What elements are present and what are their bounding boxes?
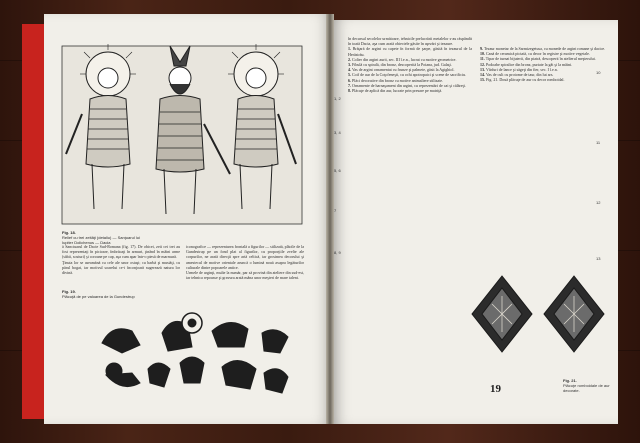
list-item-number: 7. — [348, 82, 351, 88]
list-item-text: Fibulă cu spirală, din bronz, descoperită la Poiana, jud. Galaţi. — [352, 62, 452, 68]
list-item-text: Colier din argint aurit, sec. III î.e.n., lucrat cu motive geometrice. — [352, 56, 457, 62]
list-item-number: 10. — [480, 51, 485, 57]
caption-right-text: Plăcuţe romboidale de aur decorate. — [563, 383, 610, 393]
margin-ref: 8, 9 — [334, 250, 341, 255]
list-item-text: Fig. 21. Două plăcuţe de aur cu decor romboidal. — [486, 77, 565, 83]
list-item-number: 13. — [480, 66, 485, 72]
left-col2-paragraph: Urmele de arginţi, multe la număr, par să provină din ateliere din sud-est, iar tehnica repousse şi gravura arată mâna unor meşteri de mare talent. — [186, 270, 304, 281]
list-item-text: Tipar de turnat bijuterii, din piatră, descoperit în atelierul meşterului. — [485, 56, 596, 62]
list-item-text: Brăţară de argint cu capete în formă de şarpe, găsită în tezaurul de la Herăstrău. — [348, 46, 472, 57]
list-item-text: Coif de aur de la Coţofeneşti, cu ochi apotropaici şi scene de sacrificiu. — [352, 72, 466, 78]
list-item-text: Podoabe spiralice din bronz, purtate la gât şi la mâini. — [486, 61, 573, 67]
caption-top-text: Relief cu trei zeităţi (detaliu) — Sanţuarul lui Iupiter Dolichenus — Dacia — [62, 235, 140, 245]
list-item-text: Vas de cult cu protome de taur, din lut ars. — [485, 72, 554, 78]
margin-ref: 12 — [596, 200, 601, 205]
list-item-number: 9. — [480, 46, 483, 51]
left-col1-paragraph: ă Sanctuarul de Dacie Sud-Romana (fig. 17). De obicei, zeii cei trei au fost reprezentaţi în picioare, îmbrăcaţi în armuri, ţinând în mâini arme (săbii, scuturi) şi coroane pe cap, aşa cum apar într-o piesă de marmură. — [62, 244, 180, 260]
list-item-text: Plăci decorative din bronz cu motive animaliere stilizate. — [352, 77, 444, 83]
list-item-text: Vas de argint ornamentat cu frunze şi palmete, găsit la Agighiol. — [351, 67, 455, 73]
margin-ref: 7 — [334, 208, 337, 213]
caption-top — [62, 230, 142, 245]
list-item-number: 3. — [348, 62, 351, 68]
list-item-number: 4. — [348, 67, 351, 73]
three-deities-illustration — [60, 44, 304, 226]
list-item-text: Cană de ceramică pictată, cu decor în registre şi motive vegetale. — [486, 51, 590, 57]
margin-ref: 11 — [596, 140, 601, 145]
list-item-number: 5. — [348, 72, 351, 78]
gundestrup-frieze-illustration — [92, 303, 292, 399]
list-item-number: 14. — [480, 72, 485, 78]
caption-right — [563, 378, 615, 393]
margin-ref: 1, 2 — [334, 96, 341, 101]
margin-ref: 3, 4 — [334, 130, 341, 135]
list-item-number: 1. — [348, 46, 351, 52]
caption-mid — [62, 289, 182, 299]
caption-right-label: Fig. 21. — [563, 378, 577, 383]
list-item-number: 6. — [348, 77, 351, 83]
caption-mid-text: Plăcuţă de pe valoarea de la Gundestrup — [62, 294, 135, 299]
right-text-column-2 — [480, 46, 610, 268]
list-item-number: 15. — [480, 77, 485, 83]
right-col1-intro: în decursul secolelor următoare, tehnicile prelucrării metalelor s-au răspândit în toată Dacia, aşa cum arată obiectele găsite în aşezări şi tezaure. — [348, 36, 472, 47]
list-item-text: Vârfuri de lance şi săgeţi din fier, sec. I î.e.n. — [485, 66, 558, 72]
list-item-number: 2. — [348, 56, 351, 62]
caption-mid-label: Fig. 19. — [62, 289, 76, 294]
list-item-text: Tezaur monetar de la Sarmizegetusa, cu monede de argint romane şi dacice. — [483, 46, 606, 51]
page-number: 19 — [490, 383, 501, 395]
list-item-text: Plăcuţe de aplică din aur, lucrate prin presare pe matriţă. — [352, 88, 443, 94]
list-item-text: Ornamente de harnaşament din argint, cu reprezentări de cai şi călăreţi. — [352, 82, 466, 88]
left-col1-paragraph: Ţinuta lor se aseamănă cu cele ale unor ostaşi; cu barbă şi mustăţi, cu părul bogat, iar motivul soarelui ce-i înconjoară sugerează natura lor divină. — [62, 259, 180, 276]
margin-ref: 13 — [596, 256, 601, 261]
left-col2-paragraph: iconografice — reprezentarea frontală a figurilor — stilizată, plăcile de la Gundestrup pe un fond plat al figurilor, cu proporţiile zvelte ale corpurilor, ne arată direcţii spre artă celtică, iar grosimea decorului şi amestecul de motive orientale aruncă o lumină nouă asupra legăturilor culturale dintre popoarele antice. — [186, 244, 304, 270]
left-text-column-2 — [186, 244, 304, 302]
margin-ref: 5, 6 — [334, 168, 341, 173]
margin-ref: 10 — [596, 70, 601, 75]
book-gutter — [326, 14, 337, 424]
caption-top-label: Fig. 18. — [62, 230, 76, 235]
list-item-number: 8. — [348, 88, 351, 94]
list-item-number: 11. — [480, 56, 485, 62]
right-text-column-1 — [348, 36, 472, 376]
list-item-number: 12. — [480, 61, 485, 67]
diamond-plaques-illustration — [470, 274, 608, 354]
